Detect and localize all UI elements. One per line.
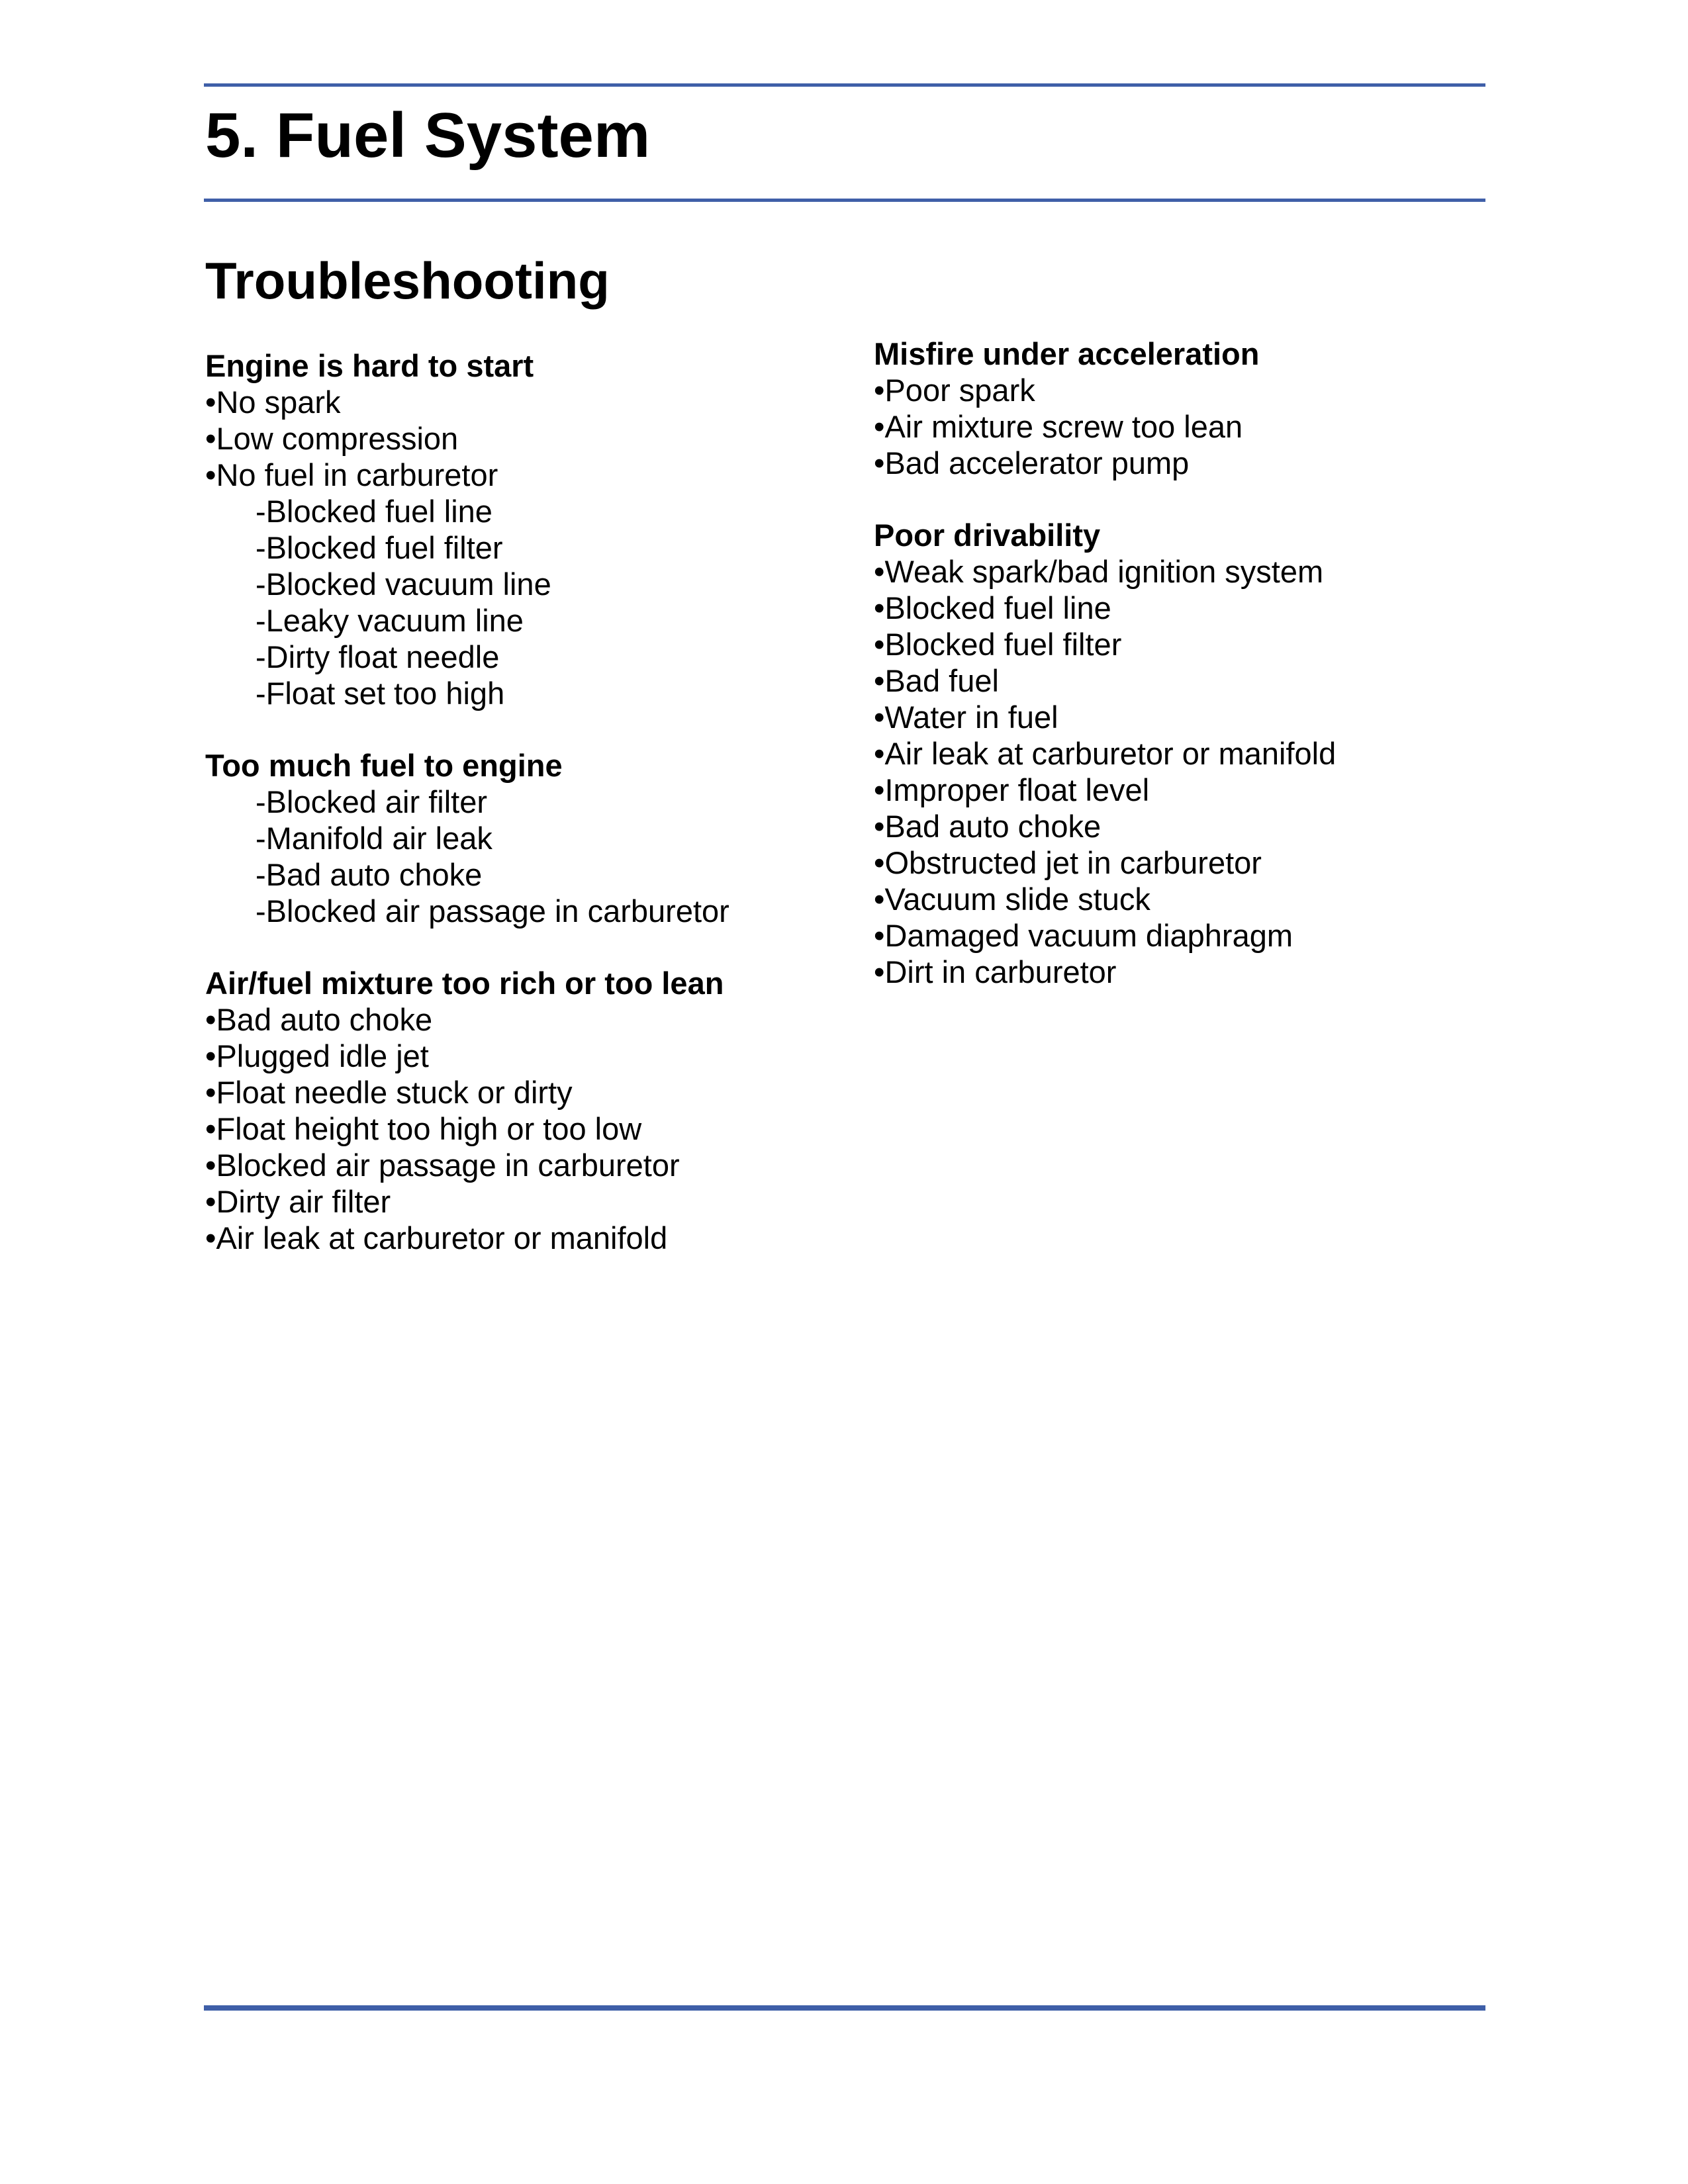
section-title: Troubleshooting (205, 251, 610, 310)
group-heading: Too much fuel to engine (205, 748, 563, 783)
left-column (205, 347, 867, 1292)
symptom-cause-list (874, 372, 1536, 481)
top-divider (204, 83, 1485, 87)
sub-cause-item: -Leaky vacuum line (256, 603, 524, 638)
cause-item: •Air mixture screw too lean (874, 409, 1243, 444)
cause-item: •No spark (205, 385, 341, 420)
troubleshooting-group (205, 747, 867, 929)
sub-cause-item: -Float set too high (256, 676, 505, 711)
cause-item: •Plugged idle jet (205, 1038, 429, 1073)
group-heading: Poor drivability (874, 518, 1101, 553)
group-heading: Air/fuel mixture too rich or too lean (205, 966, 724, 1001)
cause-item: •Float needle stuck or dirty (205, 1075, 573, 1110)
sub-cause-item: -Blocked fuel filter (256, 530, 503, 565)
cause-item: •Damaged vacuum diaphragm (874, 918, 1293, 953)
cause-item: •Dirt in carburetor (874, 954, 1117, 989)
group-heading: Engine is hard to start (205, 348, 534, 383)
cause-item: •Blocked air passage in carburetor (205, 1148, 680, 1183)
page-title: 5. Fuel System (205, 100, 651, 171)
troubleshooting-group (205, 965, 867, 1256)
troubleshooting-group (874, 517, 1536, 990)
cause-item: •Improper float level (874, 772, 1150, 807)
cause-item: •Air leak at carburetor or manifold (205, 1220, 668, 1255)
sub-cause-item: -Blocked fuel line (256, 494, 492, 529)
sub-cause-item: -Bad auto choke (256, 857, 483, 892)
cause-item: •Blocked fuel line (874, 590, 1111, 625)
symptom-cause-list (205, 1001, 867, 1256)
sub-cause-item: -Blocked air filter (256, 784, 487, 819)
cause-item: •Bad fuel (874, 663, 999, 698)
cause-item: •Poor spark (874, 373, 1035, 408)
symptom-cause-list (874, 553, 1536, 990)
troubleshooting-group (205, 347, 867, 711)
cause-item: •Obstructed jet in carburetor (874, 845, 1262, 880)
cause-item: •Dirty air filter (205, 1184, 391, 1219)
cause-item: •Low compression (205, 421, 459, 456)
cause-item: •Float height too high or too low (205, 1111, 642, 1146)
cause-item: •Blocked fuel filter (874, 627, 1122, 662)
sub-cause-item: -Manifold air leak (256, 821, 492, 856)
group-heading: Misfire under acceleration (874, 336, 1260, 371)
cause-item: •Bad auto choke (874, 809, 1102, 844)
sub-cause-item: -Blocked vacuum line (256, 567, 551, 602)
cause-item: •Weak spark/bad ignition system (874, 554, 1324, 589)
symptom-cause-list (205, 784, 867, 929)
bottom-divider (204, 2005, 1485, 2011)
symptom-cause-list (205, 384, 867, 711)
right-column (874, 336, 1536, 1026)
sub-cause-item: -Dirty float needle (256, 639, 500, 674)
cause-item: •No fuel in carburetor (205, 457, 498, 492)
title-divider (204, 199, 1485, 202)
troubleshooting-group (874, 336, 1536, 481)
cause-item: •Bad auto choke (205, 1002, 433, 1037)
sub-cause-item: -Blocked air passage in carburetor (256, 893, 729, 929)
cause-item: •Vacuum slide stuck (874, 882, 1150, 917)
cause-item: •Bad accelerator pump (874, 445, 1190, 480)
cause-item: •Water in fuel (874, 700, 1058, 735)
cause-item: •Air leak at carburetor or manifold (874, 736, 1336, 771)
